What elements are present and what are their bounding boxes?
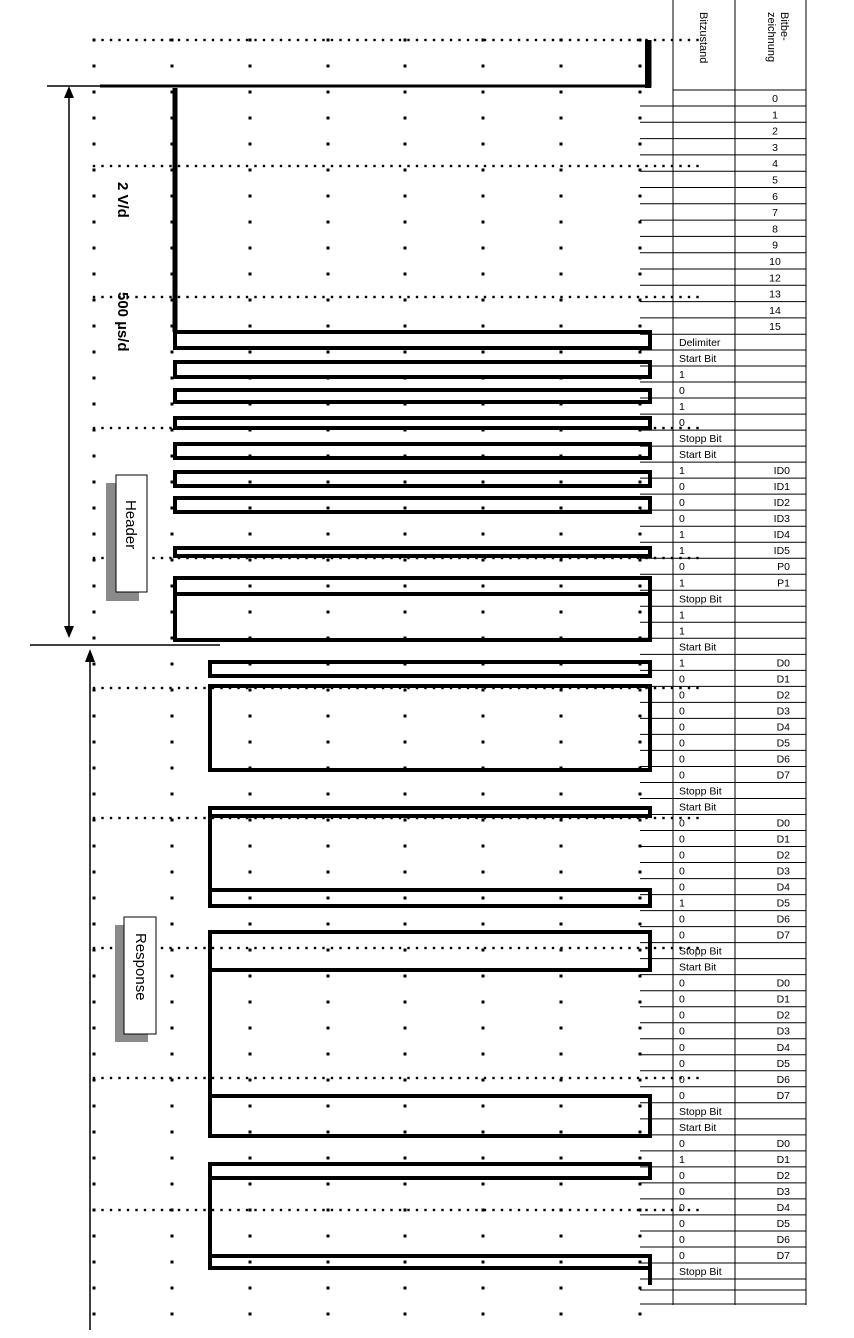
bit-state-label: 0 — [679, 689, 685, 702]
bit-state-label: 1 — [679, 369, 685, 382]
bit-name-label: D7 — [776, 929, 790, 942]
header-arrow-top — [64, 86, 74, 98]
bit-state-label: 0 — [679, 417, 685, 430]
bit-state-label: Stopp Bit — [679, 1266, 722, 1278]
bit-state-label: Start Bit — [679, 353, 717, 366]
bit-state-label: 0 — [679, 1169, 685, 1182]
response-section-label: Response — [132, 933, 149, 1001]
bit-name-label: D3 — [776, 1025, 790, 1038]
bit-state-label: 1 — [679, 1153, 685, 1166]
bit-state-label: 1 — [679, 609, 685, 622]
header-section-label: Header — [122, 500, 139, 550]
bit-state-label: 0 — [679, 1201, 685, 1214]
bit-name-label: D0 — [776, 977, 790, 990]
bit-name-label: D0 — [776, 657, 790, 670]
bitbezeichnung-header-line1: Bitbe- — [778, 12, 790, 41]
bit-number-label: 7 — [772, 207, 778, 220]
bit-name-label: D5 — [776, 1217, 790, 1230]
time-scale-label: 500 µs/d — [114, 292, 131, 352]
bit-state-label: 0 — [679, 1089, 685, 1102]
bit-name-label: ID4 — [773, 529, 790, 542]
bit-name-label: D6 — [776, 1233, 790, 1246]
bit-name-label: D1 — [776, 1153, 790, 1166]
bit-state-label: 0 — [679, 1025, 685, 1038]
bit-state-label: 0 — [679, 561, 685, 574]
bit-state-label: Stopp Bit — [679, 785, 722, 798]
bit-name-label: ID3 — [773, 513, 790, 526]
header-arrow-bottom — [64, 626, 74, 638]
bit-name-label: D2 — [776, 689, 790, 702]
bit-number-label: 8 — [772, 223, 778, 236]
bit-name-label: D3 — [776, 705, 790, 718]
bit-state-label: 0 — [679, 1249, 685, 1262]
bit-state-label: 0 — [679, 1009, 685, 1022]
bit-state-label: 0 — [679, 1041, 685, 1054]
bit-number-label: 0 — [772, 93, 778, 105]
bit-state-label: 0 — [679, 753, 685, 766]
bit-number-label: 4 — [772, 158, 778, 171]
bit-number-label: 6 — [772, 190, 778, 203]
bit-name-label: D5 — [776, 897, 790, 910]
bit-number-label: 5 — [772, 174, 778, 187]
bit-state-label: 0 — [679, 721, 685, 734]
response-arrow-top — [85, 649, 95, 662]
bit-state-label: Stopp Bit — [679, 593, 722, 606]
bit-number-label: 15 — [769, 321, 781, 334]
bit-state-label: 1 — [679, 577, 685, 590]
bit-state-label: 0 — [679, 849, 685, 862]
bit-state-label: Stopp Bit — [679, 945, 722, 958]
bit-number-label: 1 — [772, 109, 778, 122]
bit-state-label: 0 — [679, 817, 685, 830]
bit-name-label: D0 — [776, 817, 790, 830]
bit-state-label: 0 — [679, 1233, 685, 1246]
bit-state-label: 0 — [679, 1073, 685, 1086]
bit-name-label: ID2 — [773, 497, 790, 510]
bit-state-label: 0 — [679, 1185, 685, 1198]
bit-name-label: ID1 — [773, 481, 790, 494]
bit-name-label: D2 — [776, 1169, 790, 1182]
bit-state-label: 0 — [679, 913, 685, 926]
bit-state-label: 0 — [679, 993, 685, 1006]
bit-name-label: D6 — [776, 753, 790, 766]
bit-state-label: 0 — [679, 929, 685, 942]
bit-name-label: D7 — [776, 769, 790, 782]
bit-name-label: D7 — [776, 1089, 790, 1102]
bit-name-label: D6 — [776, 913, 790, 926]
bit-state-label: 0 — [679, 513, 685, 526]
bit-state-label: Start Bit — [679, 801, 717, 814]
bit-number-labels — [769, 93, 781, 333]
bit-number-label: 10 — [769, 256, 781, 268]
bit-state-label: 0 — [679, 1137, 685, 1150]
bit-state-label: 0 — [679, 673, 685, 686]
bit-state-label: Start Bit — [679, 961, 717, 974]
bit-state-label: 1 — [679, 545, 685, 558]
bit-name-label: D4 — [776, 1041, 790, 1054]
bit-number-label: 9 — [772, 239, 778, 252]
bit-state-label: 0 — [679, 881, 685, 894]
bit-state-label: 1 — [679, 465, 685, 478]
bit-state-label: 1 — [679, 529, 685, 542]
bit-state-label: 0 — [679, 769, 685, 782]
bitbezeichnung-header-line2: zeichnung — [765, 12, 777, 63]
bit-table-grid — [640, 0, 806, 1305]
bit-name-label: D4 — [776, 1201, 790, 1214]
bit-state-label: 0 — [679, 737, 685, 750]
bit-state-label: 0 — [679, 497, 685, 510]
bit-state-label: 1 — [679, 401, 685, 414]
bit-name-label: D2 — [776, 849, 790, 862]
bit-state-label: 0 — [679, 705, 685, 718]
bit-name-label: D2 — [776, 1009, 790, 1022]
bit-state-label: Stopp Bit — [679, 433, 722, 446]
bit-state-label: 0 — [679, 977, 685, 990]
bit-number-label: 12 — [769, 272, 781, 285]
bit-name-label: P1 — [777, 577, 790, 590]
bit-state-label: Start Bit — [679, 449, 717, 462]
voltage-scale-label: 2 V/d — [114, 182, 131, 218]
bit-state-label: 0 — [679, 833, 685, 846]
bit-name-label: D0 — [776, 1137, 790, 1150]
bit-name-label: ID0 — [773, 465, 790, 478]
bit-name-label: D4 — [776, 721, 790, 734]
bit-name-label: D3 — [776, 865, 790, 878]
bit-name-label: P0 — [777, 561, 790, 574]
bit-name-label: D4 — [776, 881, 790, 894]
bit-number-label: 2 — [772, 125, 778, 138]
bit-name-label: D6 — [776, 1073, 790, 1086]
bit-state-label: 1 — [679, 625, 685, 638]
bit-name-label: D1 — [776, 673, 790, 686]
bit-name-label: D3 — [776, 1185, 790, 1198]
signal-trace — [100, 40, 650, 1285]
bit-name-label: D5 — [776, 737, 790, 750]
bit-name-label: D1 — [776, 833, 790, 846]
bit-number-label: 3 — [772, 141, 778, 154]
bit-state-label: 0 — [679, 1057, 685, 1070]
bitzustand-header: Bitzustand — [697, 12, 709, 64]
bit-name-label: D7 — [776, 1249, 790, 1262]
bit-number-label: 14 — [769, 304, 781, 317]
bit-state-label: 0 — [679, 865, 685, 878]
bit-state-label: 1 — [679, 657, 685, 670]
bit-state-label: Stopp Bit — [679, 1105, 722, 1118]
bit-state-label: Start Bit — [679, 641, 717, 654]
bit-number-label: 13 — [769, 288, 781, 301]
bit-state-label: 1 — [679, 897, 685, 910]
bit-name-label: D1 — [776, 993, 790, 1006]
bit-state-label: 0 — [679, 481, 685, 494]
bit-name-label: ID5 — [773, 545, 790, 558]
bit-name-label: D5 — [776, 1057, 790, 1070]
bit-state-label: 0 — [679, 1217, 685, 1230]
bit-state-label: 0 — [679, 385, 685, 398]
bit-state-label: Start Bit — [679, 1121, 717, 1134]
bit-state-label: Delimiter — [679, 337, 721, 349]
